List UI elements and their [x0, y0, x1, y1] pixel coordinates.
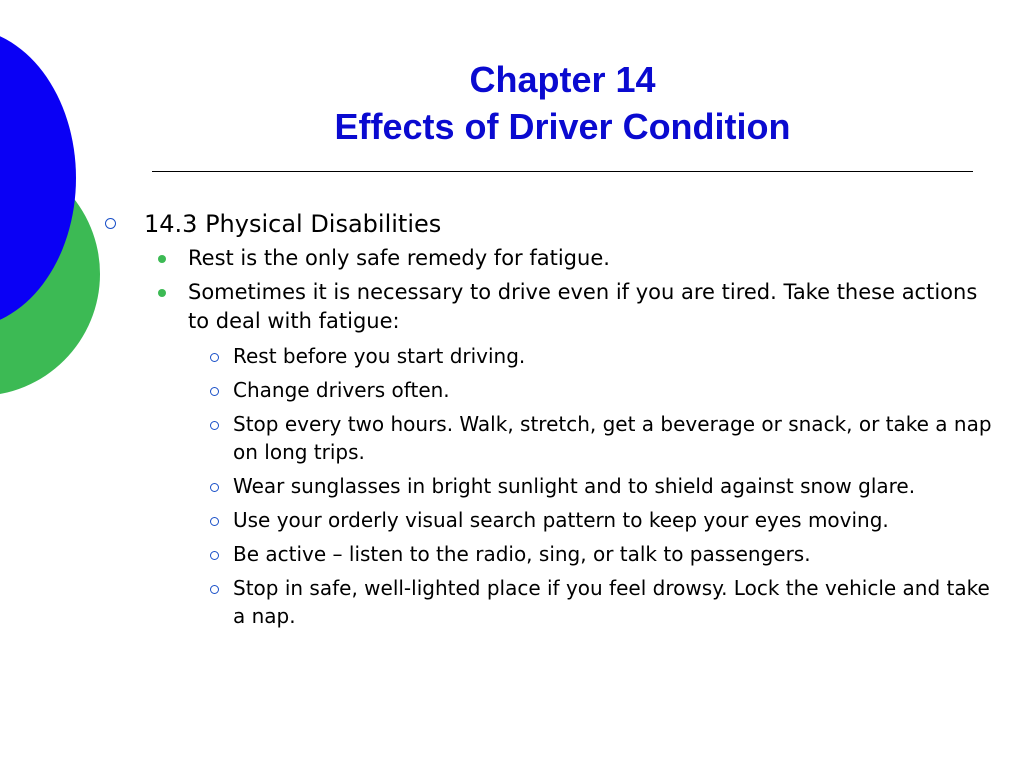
- title-divider: [152, 171, 973, 172]
- action-text: Be active – listen to the radio, sing, or talk to passengers.: [233, 542, 811, 566]
- list-item: [100, 278, 1005, 336]
- action-text: Change drivers often.: [233, 378, 450, 402]
- slide-title-line-2: Effects of Driver Condition: [334, 106, 791, 147]
- slide-body: [100, 208, 1005, 636]
- hollow-circle-bullet-icon: [105, 218, 116, 229]
- slide-title: [180, 56, 945, 150]
- slide-title-line-1: Chapter 14: [469, 59, 656, 100]
- list-item: [100, 342, 1005, 370]
- list-item: [100, 410, 1005, 466]
- action-text: Use your orderly visual search pattern to keep your eyes moving.: [233, 508, 889, 532]
- hollow-circle-bullet-icon: [210, 551, 219, 560]
- action-text: Rest before you start driving.: [233, 344, 526, 368]
- point-text: Rest is the only safe remedy for fatigue.: [188, 246, 610, 270]
- hollow-circle-bullet-icon: [210, 483, 219, 492]
- action-text: Stop in safe, well-lighted place if you feel drowsy. Lock the vehicle and take a nap.: [233, 576, 990, 628]
- hollow-circle-bullet-icon: [210, 517, 219, 526]
- point-text: Sometimes it is necessary to drive even if you are tired. Take these actions to deal with fatigue:: [188, 280, 978, 333]
- list-item: [100, 540, 1005, 568]
- list-item: [100, 244, 1005, 273]
- section-heading-item: [100, 208, 1005, 240]
- hollow-circle-bullet-icon: [210, 353, 219, 362]
- list-item: [100, 506, 1005, 534]
- section-heading: 14.3 Physical Disabilities: [144, 210, 442, 238]
- hollow-circle-bullet-icon: [210, 421, 219, 430]
- green-dot-bullet-icon: [158, 255, 166, 263]
- list-item: [100, 376, 1005, 404]
- action-text: Stop every two hours. Walk, stretch, get a beverage or snack, or take a nap on long trips.: [233, 412, 992, 464]
- action-text: Wear sunglasses in bright sunlight and to shield against snow glare.: [233, 474, 916, 498]
- green-dot-bullet-icon: [158, 289, 166, 297]
- hollow-circle-bullet-icon: [210, 387, 219, 396]
- list-item: [100, 574, 1005, 630]
- list-item: [100, 472, 1005, 500]
- hollow-circle-bullet-icon: [210, 585, 219, 594]
